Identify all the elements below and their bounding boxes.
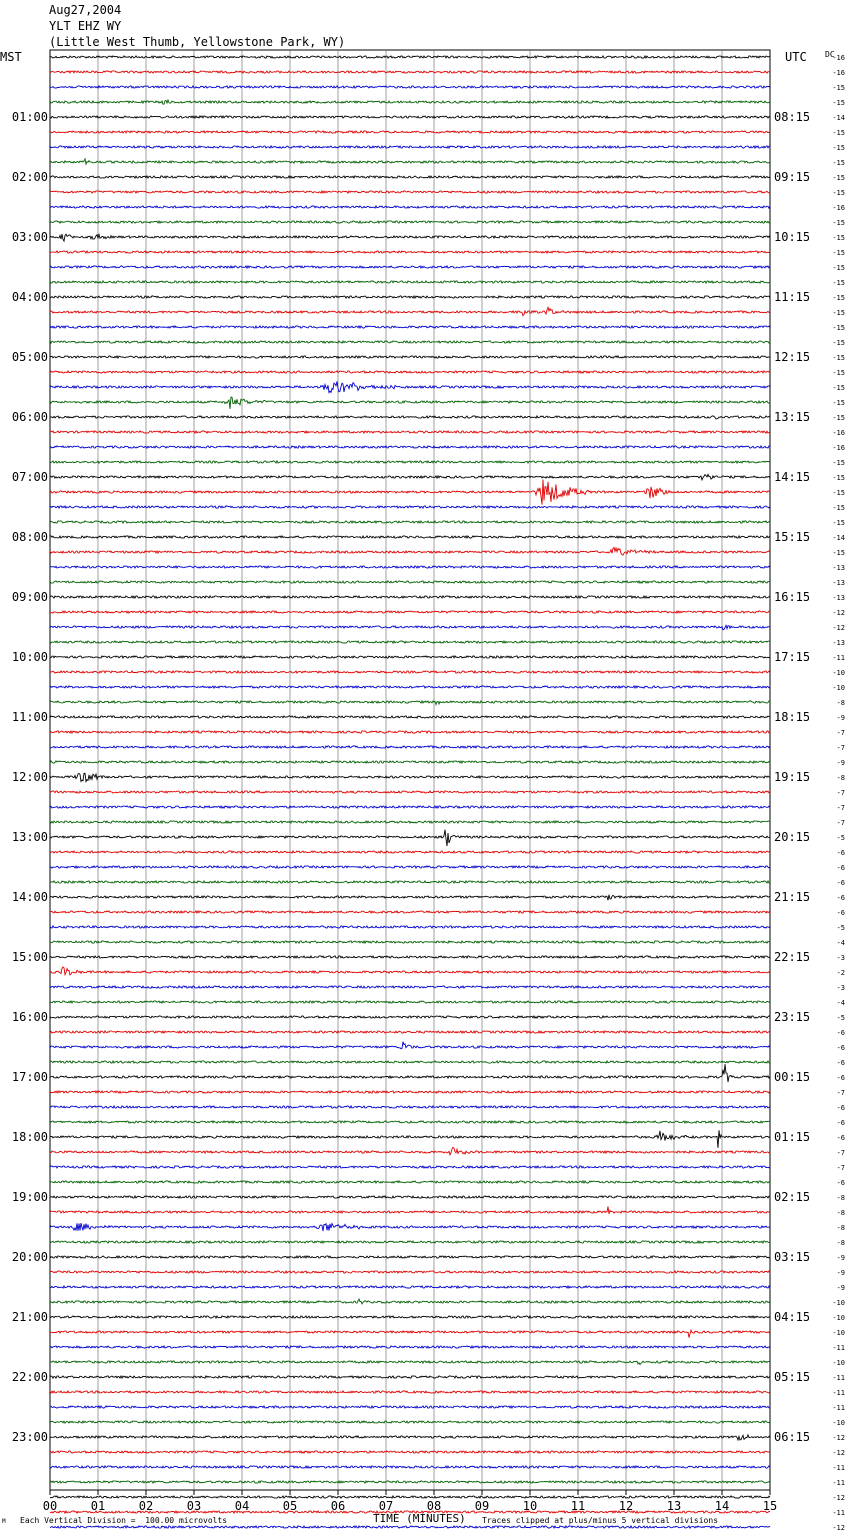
dc-offset-value: -16 bbox=[832, 444, 845, 452]
mst-hour-label: 17:00 bbox=[11, 1070, 48, 1084]
seismic-trace bbox=[50, 1496, 770, 1498]
seismic-trace bbox=[50, 1241, 770, 1243]
seismic-trace bbox=[50, 791, 770, 793]
seismic-trace bbox=[50, 1466, 770, 1468]
dc-offset-value: -4 bbox=[836, 999, 845, 1007]
mst-hour-label: 16:00 bbox=[11, 1010, 48, 1024]
dc-offset-value: -10 bbox=[832, 1359, 845, 1367]
seismic-trace bbox=[50, 1316, 770, 1318]
seismic-trace bbox=[50, 474, 770, 480]
record-date: Aug27,2004 bbox=[49, 3, 122, 17]
seismic-trace bbox=[50, 956, 770, 959]
dc-offset-value: -15 bbox=[832, 144, 845, 152]
seismic-trace bbox=[50, 382, 770, 393]
dc-offset-value: -15 bbox=[832, 459, 845, 467]
seismic-trace bbox=[50, 1421, 770, 1423]
seismic-trace bbox=[50, 536, 770, 538]
mst-hour-label: 11:00 bbox=[11, 710, 48, 724]
x-tick-label: 04 bbox=[234, 1499, 250, 1513]
utc-hour-labels bbox=[774, 110, 810, 1444]
dc-offset-value: -13 bbox=[832, 594, 845, 602]
x-tick-label: 13 bbox=[666, 1499, 682, 1513]
dc-offset-value: -10 bbox=[832, 684, 845, 692]
x-axis-title: TIME (MINUTES) bbox=[373, 1512, 466, 1525]
seismic-trace bbox=[50, 116, 770, 118]
utc-hour-label: 01:15 bbox=[774, 1130, 811, 1144]
dc-offset-value: -9 bbox=[836, 1269, 845, 1277]
station-location: (Little West Thumb, Yellowstone Park, WY) bbox=[49, 35, 346, 49]
seismic-trace bbox=[50, 701, 770, 705]
utc-hour-label: 08:15 bbox=[774, 110, 811, 124]
seismic-trace bbox=[50, 371, 770, 373]
dc-offset-value: -10 bbox=[832, 1299, 845, 1307]
seismic-trace bbox=[50, 1106, 770, 1108]
seismic-trace bbox=[50, 1376, 770, 1378]
mst-hour-label: 08:00 bbox=[11, 530, 48, 544]
utc-hour-label: 20:15 bbox=[774, 830, 811, 844]
seismic-trace bbox=[50, 1435, 770, 1440]
seismic-trace bbox=[50, 671, 770, 673]
dc-offset-value: -2 bbox=[836, 969, 845, 977]
corner-mark: M bbox=[2, 1518, 6, 1525]
dc-offset-value: -3 bbox=[836, 954, 845, 962]
dc-offset-value: -7 bbox=[836, 1149, 845, 1157]
dc-offset-value: -7 bbox=[836, 789, 845, 797]
dc-offset-value: -13 bbox=[832, 639, 845, 647]
x-tick-label: 02 bbox=[138, 1499, 154, 1513]
utc-hour-label: 03:15 bbox=[774, 1250, 811, 1264]
dc-offset-value: -13 bbox=[832, 564, 845, 572]
seismic-trace bbox=[50, 266, 770, 268]
mst-hour-label: 14:00 bbox=[11, 890, 48, 904]
mst-hour-label: 15:00 bbox=[11, 950, 48, 964]
mst-hour-label: 03:00 bbox=[11, 230, 48, 244]
seismic-trace bbox=[50, 1256, 770, 1258]
seismic-trace bbox=[50, 1299, 770, 1304]
station-code: YLT EHZ WY bbox=[49, 19, 122, 33]
dc-offset-value: -15 bbox=[832, 324, 845, 332]
utc-hour-label: 14:15 bbox=[774, 470, 811, 484]
dc-offset-value: -11 bbox=[832, 1404, 845, 1412]
plot-frame bbox=[50, 50, 770, 1490]
seismic-trace bbox=[50, 1001, 770, 1003]
x-tick-label: 10 bbox=[522, 1499, 538, 1513]
seismic-trace bbox=[50, 397, 770, 409]
x-tick-label: 06 bbox=[330, 1499, 346, 1513]
utc-hour-label: 21:15 bbox=[774, 890, 811, 904]
mst-hour-label: 21:00 bbox=[11, 1310, 48, 1324]
seismic-trace bbox=[50, 1196, 770, 1198]
dc-offset-header: DC bbox=[825, 50, 835, 59]
dc-offset-value: -7 bbox=[836, 1089, 845, 1097]
seismic-trace bbox=[50, 56, 770, 58]
dc-offset-value: -12 bbox=[832, 609, 845, 617]
seismic-trace bbox=[50, 100, 770, 104]
dc-offset-value: -16 bbox=[832, 54, 845, 62]
seismic-trace bbox=[50, 446, 770, 448]
mst-hour-label: 05:00 bbox=[11, 350, 48, 364]
utc-hour-label: 23:15 bbox=[774, 1010, 811, 1024]
seismic-trace bbox=[50, 851, 770, 853]
utc-hour-label: 11:15 bbox=[774, 290, 811, 304]
seismic-trace bbox=[50, 1166, 770, 1168]
seismic-trace bbox=[50, 480, 770, 505]
seismic-trace bbox=[50, 881, 770, 883]
seismic-trace bbox=[50, 895, 770, 901]
seismic-trace bbox=[50, 341, 770, 343]
dc-offset-value: -15 bbox=[832, 264, 845, 272]
seismic-trace bbox=[50, 416, 770, 419]
seismic-trace bbox=[50, 773, 770, 781]
mst-hour-label: 02:00 bbox=[11, 170, 48, 184]
dc-offset-value: -4 bbox=[836, 939, 845, 947]
seismic-trace bbox=[50, 356, 770, 358]
seismic-trace bbox=[50, 296, 770, 298]
mst-hour-label: 01:00 bbox=[11, 110, 48, 124]
utc-hour-label: 04:15 bbox=[774, 1310, 811, 1324]
seismic-trace bbox=[50, 326, 770, 328]
utc-hour-label: 06:15 bbox=[774, 1430, 811, 1444]
seismic-trace bbox=[50, 830, 770, 846]
dc-offset-value: -15 bbox=[832, 549, 845, 557]
dc-offset-value: -6 bbox=[836, 909, 845, 917]
seismic-trace bbox=[50, 806, 770, 808]
dc-offset-value: -6 bbox=[836, 1104, 845, 1112]
seismic-trace bbox=[50, 1406, 770, 1408]
seismic-trace bbox=[50, 1223, 770, 1231]
mst-hour-label: 10:00 bbox=[11, 650, 48, 664]
dc-offset-value: -6 bbox=[836, 1179, 845, 1187]
dc-offset-value: -6 bbox=[836, 864, 845, 872]
dc-offset-value: -6 bbox=[836, 1044, 845, 1052]
dc-offset-value: -10 bbox=[832, 1314, 845, 1322]
dc-offset-value: -15 bbox=[832, 339, 845, 347]
dc-offset-value: -15 bbox=[832, 279, 845, 287]
dc-offset-value: -7 bbox=[836, 1164, 845, 1172]
utc-hour-label: 05:15 bbox=[774, 1370, 811, 1384]
dc-offset-value: -7 bbox=[836, 744, 845, 752]
seismic-trace bbox=[50, 159, 770, 164]
seismic-trace bbox=[50, 176, 770, 178]
seismic-trace bbox=[50, 641, 770, 643]
dc-offset-value: -15 bbox=[832, 159, 845, 167]
dc-offset-value: -10 bbox=[832, 1329, 845, 1337]
dc-offset-value: -14 bbox=[832, 534, 845, 542]
mst-hour-labels bbox=[12, 110, 48, 1444]
dc-offset-value: -7 bbox=[836, 819, 845, 827]
dc-offset-value: -16 bbox=[832, 429, 845, 437]
dc-offset-value: -8 bbox=[836, 699, 845, 707]
seismic-trace bbox=[50, 911, 770, 913]
seismic-traces bbox=[50, 56, 770, 1534]
dc-offset-value: -15 bbox=[832, 129, 845, 137]
dc-offset-value: -14 bbox=[832, 114, 845, 122]
dc-offset-value: -6 bbox=[836, 1059, 845, 1067]
seismic-trace bbox=[50, 206, 770, 208]
seismic-trace bbox=[50, 506, 770, 508]
dc-offset-value: -13 bbox=[832, 579, 845, 587]
x-tick-label: 14 bbox=[714, 1499, 730, 1513]
dc-offset-value: -11 bbox=[832, 1479, 845, 1487]
x-tick-label: 07 bbox=[378, 1499, 394, 1513]
dc-offset-value: -12 bbox=[832, 1524, 845, 1532]
dc-offset-value: -11 bbox=[832, 1509, 845, 1517]
seismic-trace bbox=[50, 251, 770, 253]
mst-hour-label: 18:00 bbox=[11, 1130, 48, 1144]
seismic-trace bbox=[50, 191, 770, 193]
x-tick-label: 11 bbox=[570, 1499, 586, 1513]
dc-offset-value: -5 bbox=[836, 924, 845, 932]
x-tick-label: 09 bbox=[474, 1499, 490, 1513]
mst-hour-label: 12:00 bbox=[11, 770, 48, 784]
dc-offset-value: -6 bbox=[836, 1074, 845, 1082]
x-tick-label: 12 bbox=[618, 1499, 634, 1513]
dc-offset-value: -15 bbox=[832, 234, 845, 242]
right-timezone-label: UTC bbox=[785, 50, 807, 64]
dc-offset-value: -15 bbox=[832, 219, 845, 227]
seismic-trace bbox=[50, 431, 770, 433]
seismic-trace bbox=[50, 1016, 770, 1018]
seismic-trace bbox=[50, 1064, 770, 1082]
dc-offset-value: -6 bbox=[836, 894, 845, 902]
seismic-trace bbox=[50, 716, 770, 718]
seismic-trace bbox=[50, 611, 770, 613]
dc-offset-value: -11 bbox=[832, 1374, 845, 1382]
x-tick-label: 08 bbox=[426, 1499, 442, 1513]
dc-offset-value: -15 bbox=[832, 99, 845, 107]
utc-hour-label: 18:15 bbox=[774, 710, 811, 724]
mst-hour-label: 22:00 bbox=[11, 1370, 48, 1384]
dc-offset-value: -8 bbox=[836, 1194, 845, 1202]
dc-offset-value: -9 bbox=[836, 1254, 845, 1262]
utc-hour-label: 19:15 bbox=[774, 770, 811, 784]
dc-offset-value: -15 bbox=[832, 294, 845, 302]
dc-offset-value: -11 bbox=[832, 1389, 845, 1397]
dc-offset-value: -9 bbox=[836, 1284, 845, 1292]
utc-hour-label: 15:15 bbox=[774, 530, 811, 544]
utc-hour-label: 09:15 bbox=[774, 170, 811, 184]
seismic-trace bbox=[50, 1130, 770, 1148]
seismic-trace bbox=[50, 548, 770, 556]
x-tick-label: 15 bbox=[762, 1499, 778, 1513]
mst-hour-label: 23:00 bbox=[11, 1430, 48, 1444]
dc-offset-value: -8 bbox=[836, 1209, 845, 1217]
clip-note: Traces clipped at plus/minus 5 vertical divisions bbox=[482, 1516, 719, 1525]
seismic-trace bbox=[50, 1481, 770, 1483]
dc-offset-value: -8 bbox=[836, 774, 845, 782]
mst-hour-label: 20:00 bbox=[11, 1250, 48, 1264]
seismic-trace bbox=[50, 1271, 770, 1273]
left-timezone-label: MST bbox=[0, 50, 22, 64]
dc-offset-value: -15 bbox=[832, 399, 845, 407]
seismic-trace bbox=[50, 761, 770, 763]
seismic-trace bbox=[50, 656, 770, 658]
mst-hour-label: 09:00 bbox=[11, 590, 48, 604]
dc-offset-value: -6 bbox=[836, 1134, 845, 1142]
dc-offset-value: -6 bbox=[836, 1029, 845, 1037]
utc-hour-label: 10:15 bbox=[774, 230, 811, 244]
x-tick-label: 01 bbox=[90, 1499, 106, 1513]
dc-offset-value: -9 bbox=[836, 714, 845, 722]
seismic-trace bbox=[50, 521, 770, 523]
mst-hour-label: 07:00 bbox=[11, 470, 48, 484]
seismic-trace bbox=[50, 1207, 770, 1214]
dc-offset-value: -15 bbox=[832, 369, 845, 377]
seismic-trace bbox=[50, 1121, 770, 1123]
mst-hour-label: 13:00 bbox=[11, 830, 48, 844]
seismic-trace bbox=[50, 1286, 770, 1288]
seismic-trace bbox=[50, 1147, 770, 1155]
seismic-trace bbox=[50, 1181, 770, 1183]
seismic-trace bbox=[50, 731, 770, 733]
dc-offset-value: -12 bbox=[832, 624, 845, 632]
dc-offset-value: -6 bbox=[836, 879, 845, 887]
dc-offset-value: -16 bbox=[832, 69, 845, 77]
dc-offset-value: -15 bbox=[832, 189, 845, 197]
utc-hour-label: 16:15 bbox=[774, 590, 811, 604]
mst-hour-label: 04:00 bbox=[11, 290, 48, 304]
dc-offset-value: -8 bbox=[836, 1239, 845, 1247]
dc-offset-value: -16 bbox=[832, 204, 845, 212]
dc-offset-value: -15 bbox=[832, 249, 845, 257]
seismic-trace bbox=[50, 1042, 770, 1049]
utc-hour-label: 17:15 bbox=[774, 650, 811, 664]
dc-offset-value: -10 bbox=[832, 1419, 845, 1427]
seismic-trace bbox=[50, 1031, 770, 1033]
dc-offset-value: -15 bbox=[832, 84, 845, 92]
x-tick-label: 00 bbox=[42, 1499, 58, 1513]
dc-offset-value: -5 bbox=[836, 834, 845, 842]
mst-hour-label: 06:00 bbox=[11, 410, 48, 424]
seismic-trace bbox=[50, 967, 770, 975]
seismic-trace bbox=[50, 625, 770, 629]
seismic-trace bbox=[50, 941, 770, 943]
dc-offset-value: -6 bbox=[836, 849, 845, 857]
utc-hour-label: 00:15 bbox=[774, 1070, 811, 1084]
seismic-trace bbox=[50, 1451, 770, 1453]
seismic-trace bbox=[50, 71, 770, 73]
dc-offset-value: -12 bbox=[832, 1494, 845, 1502]
seismic-trace bbox=[50, 131, 770, 133]
dc-offset-value: -15 bbox=[832, 354, 845, 362]
seismic-trace bbox=[50, 1091, 770, 1093]
x-tick-label: 05 bbox=[282, 1499, 298, 1513]
dc-offset-value: -15 bbox=[832, 309, 845, 317]
seismic-trace bbox=[50, 146, 770, 148]
dc-offset-value: -15 bbox=[832, 519, 845, 527]
dc-offset-labels bbox=[832, 54, 845, 1534]
dc-offset-value: -15 bbox=[832, 414, 845, 422]
dc-offset-value: -12 bbox=[832, 1449, 845, 1457]
dc-offset-value: -15 bbox=[832, 384, 845, 392]
dc-offset-value: -11 bbox=[832, 654, 845, 662]
dc-offset-value: -7 bbox=[836, 729, 845, 737]
utc-hour-label: 22:15 bbox=[774, 950, 811, 964]
time-axis-ticks bbox=[43, 1490, 777, 1513]
seismic-trace bbox=[50, 596, 770, 598]
seismic-trace bbox=[50, 1391, 770, 1393]
seismic-trace bbox=[50, 307, 770, 315]
dc-offset-value: -8 bbox=[836, 1224, 845, 1232]
seismic-trace bbox=[50, 581, 770, 583]
seismic-trace bbox=[50, 566, 770, 568]
dc-offset-value: -12 bbox=[832, 1434, 845, 1442]
seismic-trace bbox=[50, 986, 770, 988]
dc-offset-value: -7 bbox=[836, 804, 845, 812]
seismic-trace bbox=[50, 1330, 770, 1337]
dc-offset-value: -15 bbox=[832, 504, 845, 512]
seismic-trace bbox=[50, 1361, 770, 1365]
dc-offset-value: -11 bbox=[832, 1464, 845, 1472]
seismic-trace bbox=[50, 234, 770, 241]
seismic-trace bbox=[50, 86, 770, 88]
dc-offset-value: -3 bbox=[836, 984, 845, 992]
seismic-trace bbox=[50, 1346, 770, 1348]
seismic-trace bbox=[50, 686, 770, 688]
seismic-trace bbox=[50, 926, 770, 928]
seismic-trace bbox=[50, 281, 770, 283]
dc-offset-value: -9 bbox=[836, 759, 845, 767]
dc-offset-value: -15 bbox=[832, 174, 845, 182]
seismic-trace bbox=[50, 221, 770, 223]
utc-hour-label: 12:15 bbox=[774, 350, 811, 364]
seismic-trace bbox=[50, 866, 770, 868]
seismic-trace bbox=[50, 746, 770, 748]
scale-note: Each Vertical Division = 100.00 microvolts bbox=[20, 1516, 228, 1525]
dc-offset-value: -6 bbox=[836, 1119, 845, 1127]
dc-offset-value: -5 bbox=[836, 1014, 845, 1022]
x-tick-label: 03 bbox=[186, 1499, 202, 1513]
utc-hour-label: 02:15 bbox=[774, 1190, 811, 1204]
seismic-trace bbox=[50, 1061, 770, 1063]
seismic-trace bbox=[50, 821, 770, 823]
mst-hour-label: 19:00 bbox=[11, 1190, 48, 1204]
seismic-trace bbox=[50, 461, 770, 463]
dc-offset-value: -15 bbox=[832, 474, 845, 482]
dc-offset-value: -15 bbox=[832, 489, 845, 497]
dc-offset-value: -10 bbox=[832, 669, 845, 677]
dc-offset-value: -11 bbox=[832, 1344, 845, 1352]
utc-hour-label: 13:15 bbox=[774, 410, 811, 424]
seismic-trace bbox=[50, 1526, 770, 1528]
